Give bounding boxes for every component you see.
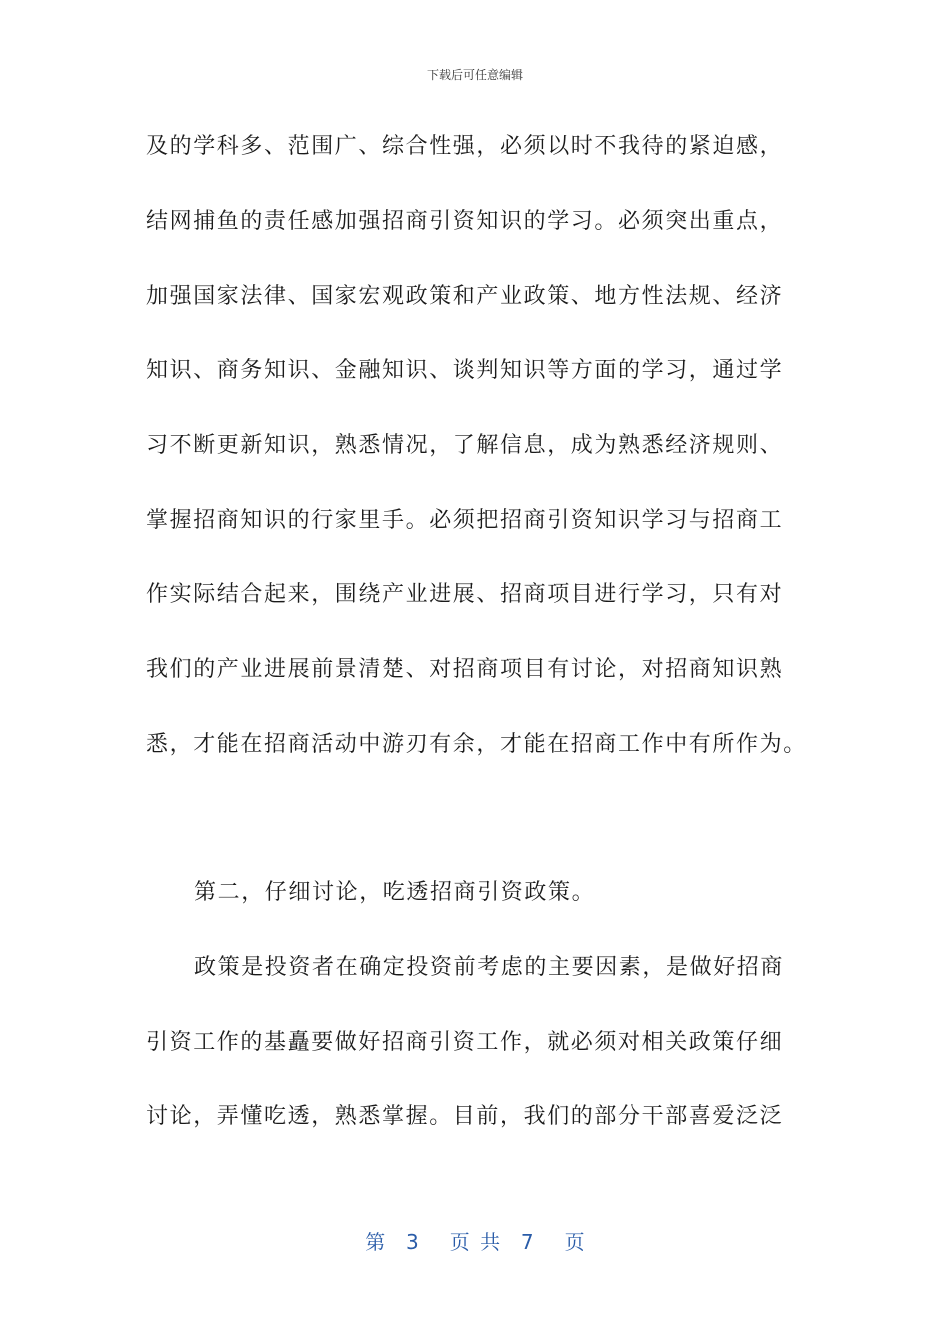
body-line: 结网捕鱼的责任感加强招商引资知识的学习。必须突出重点，	[146, 209, 784, 234]
body-line: 引资工作的基矗要做好招商引资工作，就必须对相关政策仔细	[146, 1030, 784, 1055]
page-header-note: 下载后可任意编辑	[426, 68, 523, 82]
body-line: 讨论，弄懂吃透，熟悉掌握。目前，我们的部分干部喜爱泛泛	[146, 1104, 784, 1129]
body-line: 政策是投资者在确定投资前考虑的主要因素，是做好招商	[194, 955, 785, 980]
body-line: 习不断更新知识，熟悉情况，了解信息，成为熟悉经济规则、	[146, 433, 784, 458]
body-line: 加强国家法律、国家宏观政策和产业政策、地方性法规、经济	[146, 284, 784, 309]
body-line: 我们的产业进展前景清楚、对招商项目有讨论，对招商知识熟	[146, 657, 784, 682]
page-number-label: 第 3 页 共 7 页	[365, 1230, 585, 1254]
body-line: 掌握招商知识的行家里手。必须把招商引资知识学习与招商工	[146, 508, 784, 533]
body-line: 作实际结合起来，围绕产业进展、招商项目进行学习，只有对	[146, 582, 784, 607]
page-footer	[0, 1226, 950, 1255]
body-line: 知识、商务知识、金融知识、谈判知识等方面的学习，通过学	[146, 358, 784, 383]
section-heading: 第二，仔细讨论，吃透招商引资政策。	[194, 880, 596, 905]
body-line: 悉，才能在招商活动中游刃有余，才能在招商工作中有所作为。	[146, 732, 807, 757]
body-line: 及的学科多、范围广、综合性强，必须以时不我待的紧迫感，	[146, 134, 784, 159]
